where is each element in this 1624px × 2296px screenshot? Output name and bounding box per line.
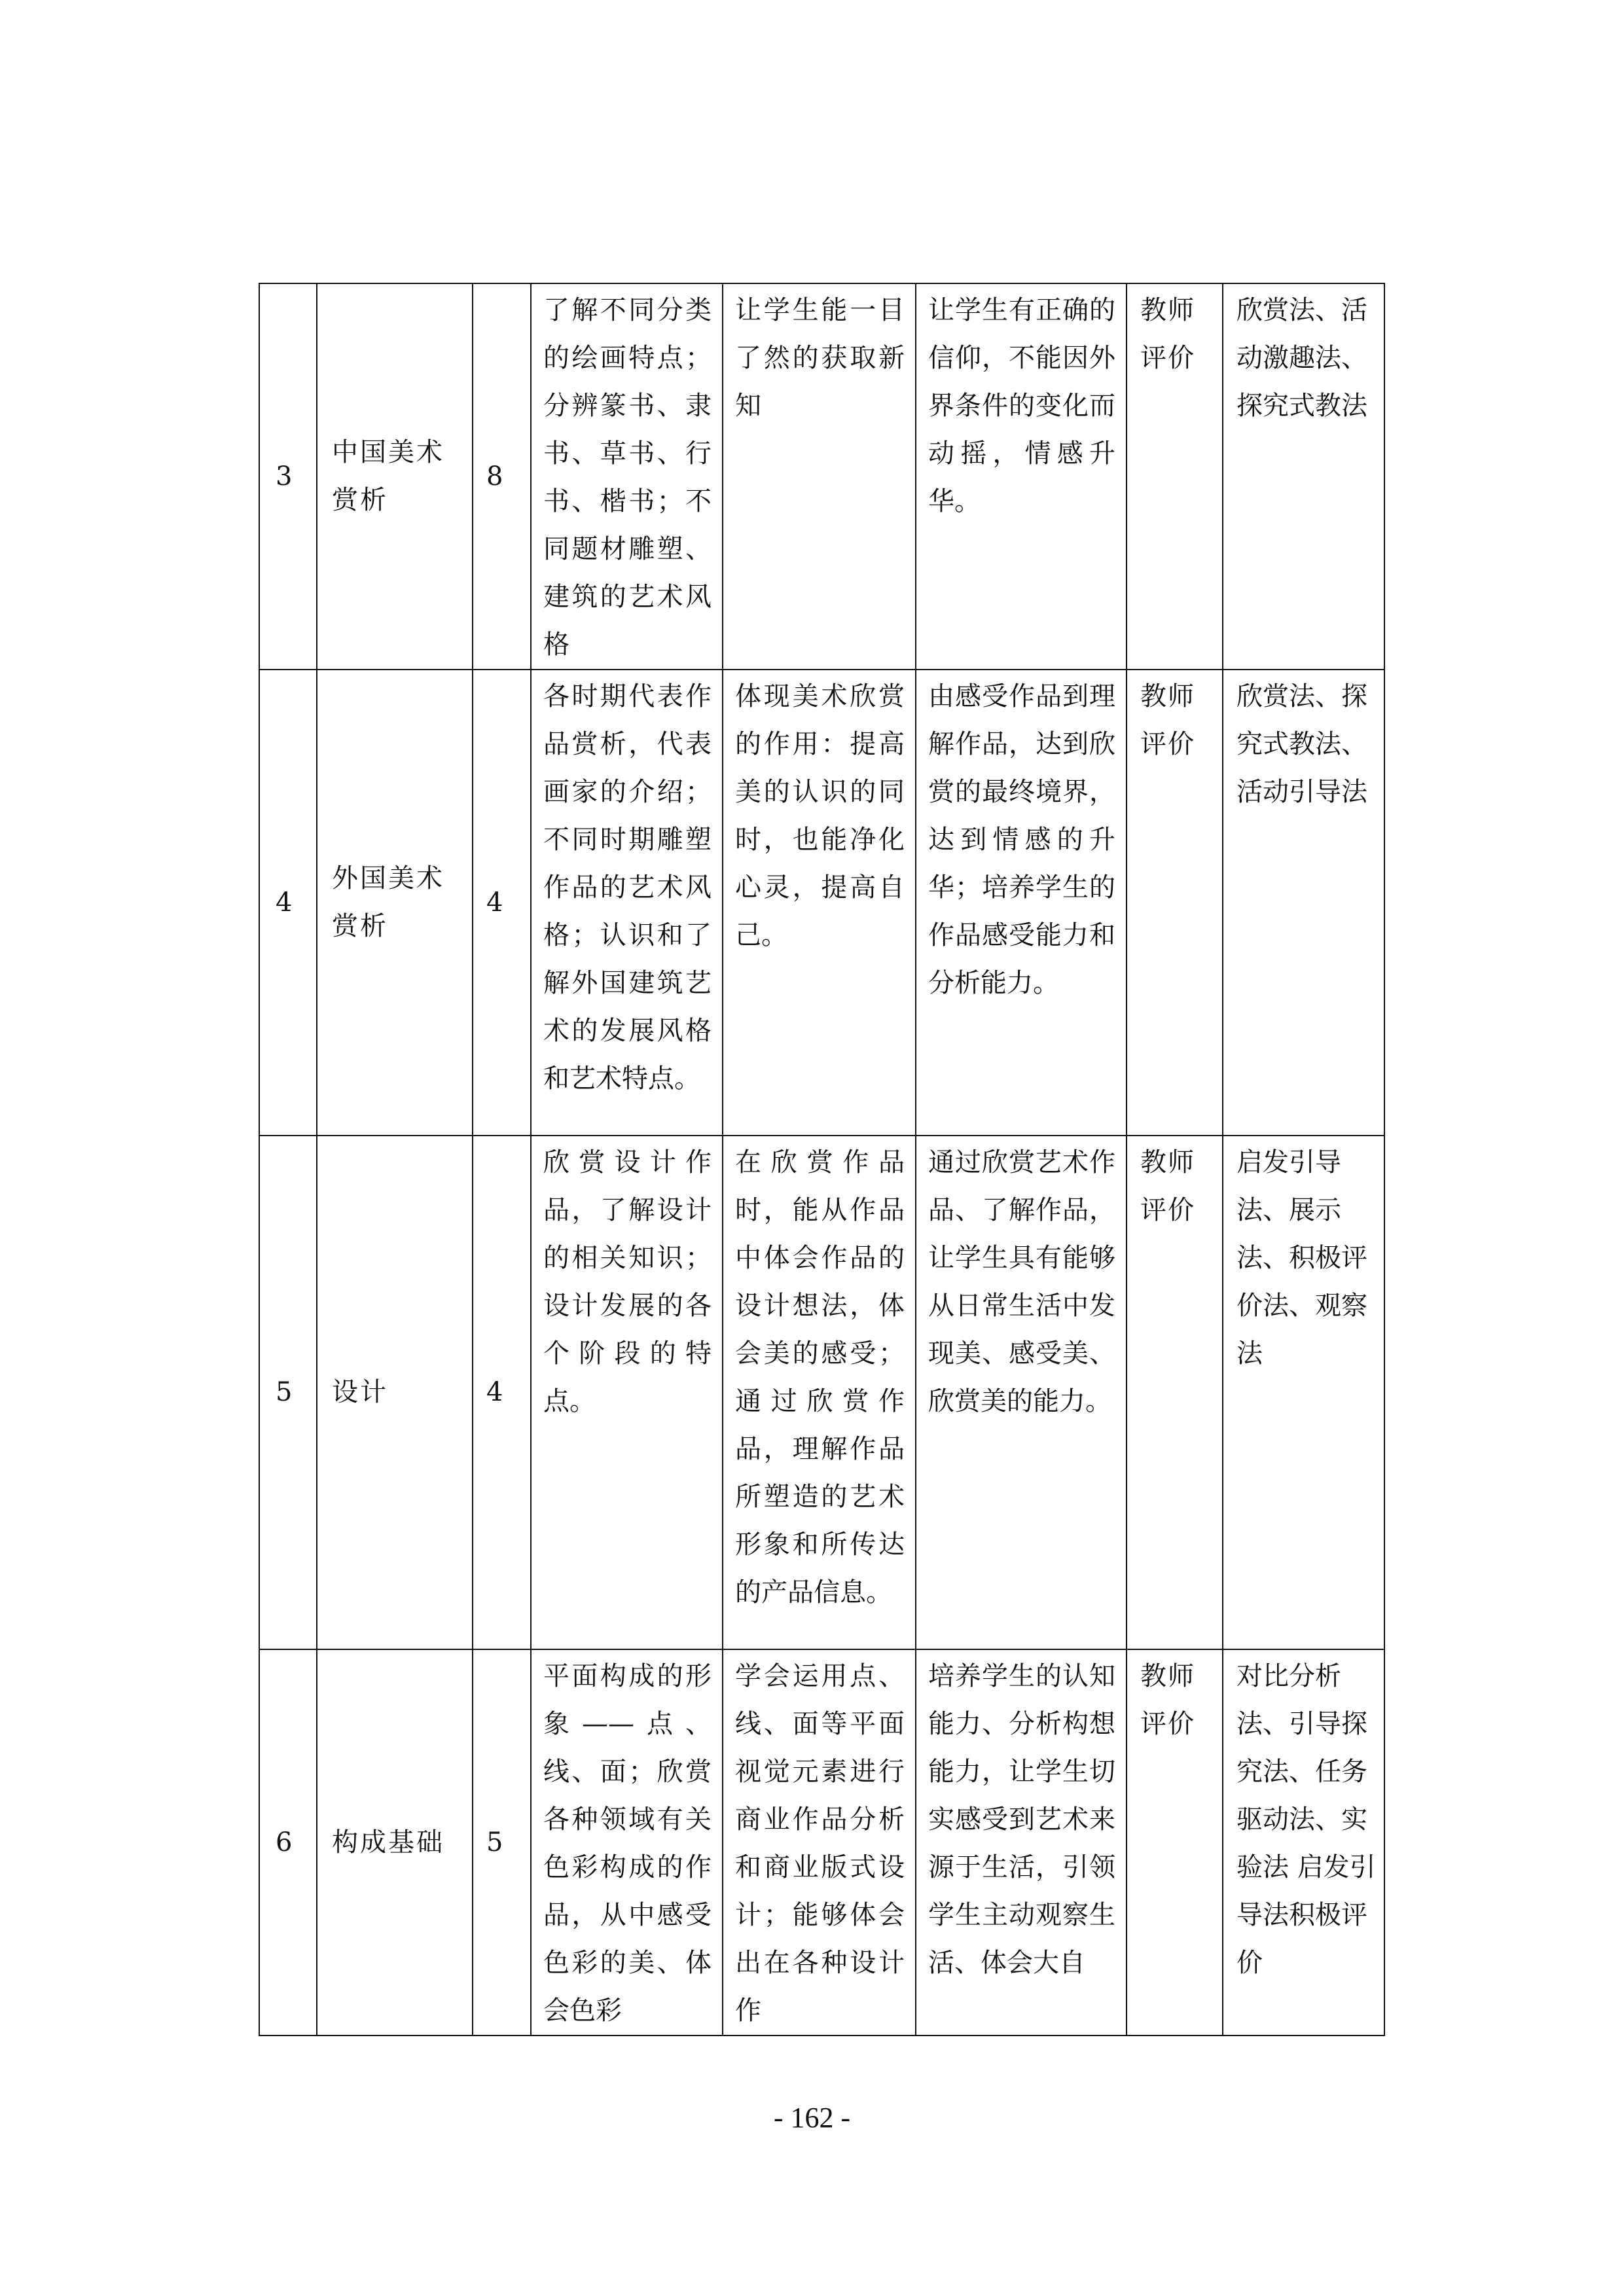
teaching-content: 平面构成的形象——点、线、面；欣赏各种领域有关色彩构成的作品，从中感受色彩的美、体会色彩 [531, 1649, 723, 2036]
teaching-content: 了解不同分类的绘画特点；分辨篆书、隶书、草书、行书、楷书；不同题材雕塑、建筑的艺术风格 [531, 283, 723, 670]
teaching-method: 欣赏法、探究式教法、活动引导法 [1223, 670, 1384, 1136]
teaching-method: 对比分析法、引导探究法、任务驱动法、实验法 启发引导法积极评价 [1223, 1649, 1384, 2036]
course-content-table [259, 283, 1385, 2036]
page-number: - 162 - [773, 2102, 851, 2134]
evaluation-method: 教师评价 [1127, 1649, 1223, 2036]
class-hours: 8 [473, 283, 531, 670]
unit-name: 外国美术赏析 [317, 670, 473, 1136]
table-row [259, 670, 1384, 1136]
teaching-goal: 让学生有正确的信仰，不能因外界条件的变化而动摇，情感升华。 [916, 283, 1127, 670]
teaching-requirement: 在欣赏作品时，能从作品中体会作品的设计想法，体会美的感受；通过欣赏作品，理解作品所塑造的艺术形象和所传达的产品信息。 [723, 1136, 916, 1649]
teaching-method: 欣赏法、活动激趣法、探究式教法 [1223, 283, 1384, 670]
teaching-goal: 培养学生的认知能力、分析构想能力，让学生切实感受到艺术来源于生活，引领学生主动观察生活、体会大自 [916, 1649, 1127, 2036]
unit-name: 设计 [317, 1136, 473, 1649]
teaching-content: 欣赏设计作品，了解设计的相关知识；设计发展的各个阶段的特点。 [531, 1136, 723, 1649]
teaching-requirement: 让学生能一目了然的获取新知 [723, 283, 916, 670]
teaching-requirement: 体现美术欣赏的作用：提高美的认识的同时，也能净化心灵，提高自己。 [723, 670, 916, 1136]
teaching-goal: 通过欣赏艺术作品、了解作品，让学生具有能够从日常生活中发现美、感受美、欣赏美的能力。 [916, 1136, 1127, 1649]
row-number: 3 [259, 283, 317, 670]
teaching-requirement: 学会运用点、线、面等平面视觉元素进行商业作品分析和商业版式设计；能够体会出在各种设计作 [723, 1649, 916, 2036]
unit-name: 构成基础 [317, 1649, 473, 2036]
evaluation-method: 教师评价 [1127, 283, 1223, 670]
evaluation-method: 教师评价 [1127, 670, 1223, 1136]
unit-name: 中国美术赏析 [317, 283, 473, 670]
row-number: 5 [259, 1136, 317, 1649]
teaching-goal: 由感受作品到理解作品，达到欣赏的最终境界，达到情感的升华；培养学生的作品感受能力和分析能力。 [916, 670, 1127, 1136]
table-row [259, 1649, 1384, 2036]
evaluation-method: 教师评价 [1127, 1136, 1223, 1649]
teaching-content: 各时期代表作品赏析，代表画家的介绍；不同时期雕塑作品的艺术风格；认识和了解外国建筑艺术的发展风格和艺术特点。 [531, 670, 723, 1136]
class-hours: 4 [473, 1136, 531, 1649]
table-row [259, 283, 1384, 670]
class-hours: 4 [473, 670, 531, 1136]
row-number: 6 [259, 1649, 317, 2036]
teaching-method: 启发引导法、展示法、积极评价法、观察法 [1223, 1136, 1384, 1649]
table-row [259, 1136, 1384, 1649]
row-number: 4 [259, 670, 317, 1136]
class-hours: 5 [473, 1649, 531, 2036]
